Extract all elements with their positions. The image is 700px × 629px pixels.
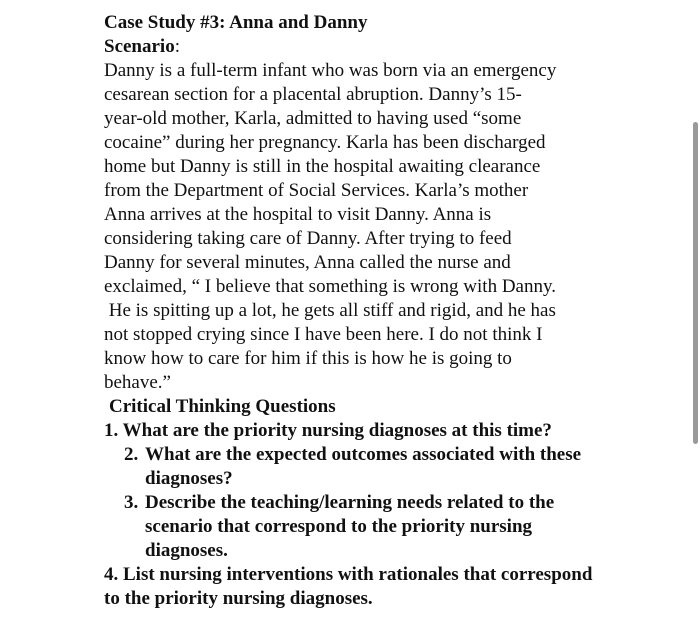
document-body bbox=[104, 11, 604, 611]
question-item bbox=[104, 563, 604, 611]
question-item bbox=[104, 443, 604, 491]
scenario-line: year-old mother, Karla, admitted to having used “some bbox=[104, 108, 522, 129]
scenario-line: cocaine” during her pregnancy. Karla has been discharged bbox=[104, 132, 546, 153]
question-number: 4. bbox=[104, 564, 119, 585]
scenario-line: He is spitting up a lot, he gets all stiff and rigid, and he has bbox=[104, 300, 556, 321]
question-number: 2. bbox=[124, 444, 139, 465]
scenario-heading bbox=[104, 35, 604, 59]
question-item bbox=[104, 491, 604, 563]
scenario-line: exclaimed, “ I believe that something is wrong with Danny. bbox=[104, 276, 557, 297]
scenario-line: Danny is a full-term infant who was born via an emergency bbox=[104, 60, 557, 81]
question-text: What are the priority nursing diagnoses at this time? bbox=[122, 420, 552, 441]
scenario-line: Danny for several minutes, Anna called the nurse and bbox=[104, 252, 511, 273]
question-item bbox=[104, 419, 604, 443]
scenario-label: Scenario bbox=[104, 36, 175, 57]
scenario-line: considering taking care of Danny. After trying to feed bbox=[104, 228, 512, 249]
case-study-title: Case Study #3: Anna and Danny bbox=[104, 12, 368, 33]
scenario-line: cesarean section for a placental abruption. Danny’s 15- bbox=[104, 84, 522, 105]
scenario-line: know how to care for him if this is how he is going to bbox=[104, 348, 512, 369]
question-number: 1. bbox=[104, 420, 119, 441]
question-text: What are the expected outcomes associated with these diagnoses? bbox=[145, 444, 582, 489]
scenario-paragraph bbox=[104, 59, 604, 395]
scenario-line: from the Department of Social Services. Karla’s mother bbox=[104, 180, 529, 201]
scenario-colon: : bbox=[174, 36, 180, 57]
question-text: List nursing interventions with rationales that correspond to the priority nursing diagnoses. bbox=[104, 564, 593, 609]
scenario-line: home but Danny is still in the hospital awaiting clearance bbox=[104, 156, 541, 177]
scenario-line: behave.” bbox=[104, 372, 171, 393]
question-text: Describe the teaching/learning needs related to the scenario that correspond to the priority nursing diagnoses. bbox=[145, 492, 555, 561]
critical-thinking-heading: Critical Thinking Questions bbox=[109, 396, 336, 417]
scenario-line: not stopped crying since I have been here. I do not think I bbox=[104, 324, 543, 345]
scenario-line: Anna arrives at the hospital to visit Danny. Anna is bbox=[104, 204, 492, 225]
question-number: 3. bbox=[124, 492, 139, 513]
vertical-scrollbar[interactable] bbox=[693, 122, 698, 444]
